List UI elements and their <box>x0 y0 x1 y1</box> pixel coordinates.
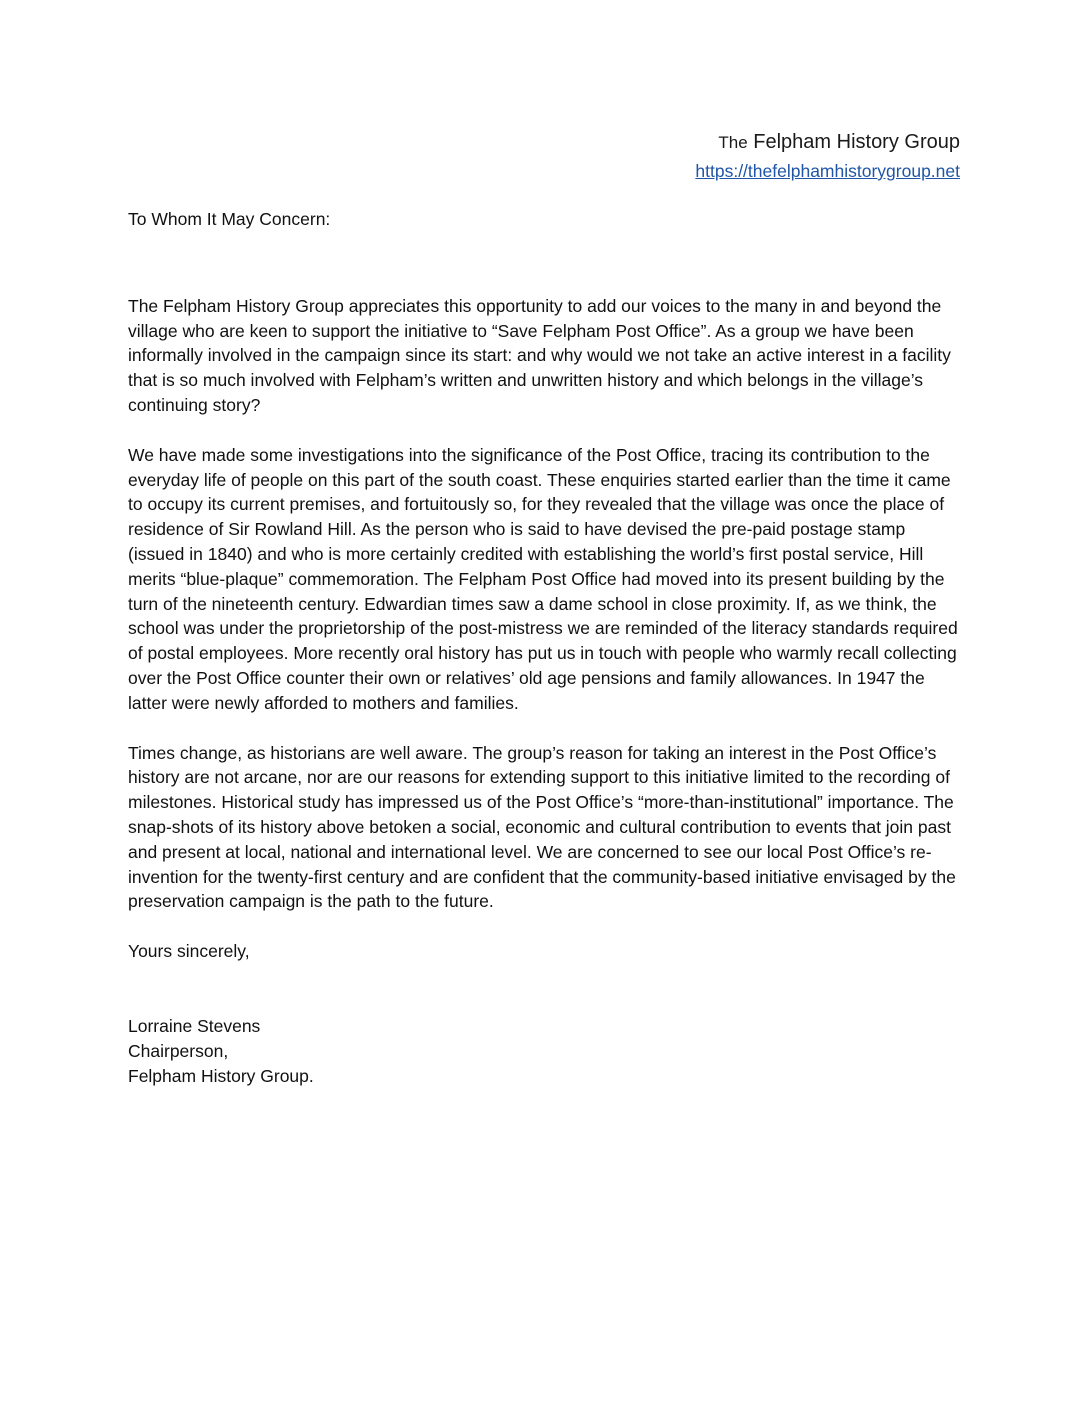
organization-prefix: The <box>718 133 748 152</box>
paragraph-3: Times change, as historians are well aware. The group’s reason for taking an interest in the Post Office’s history are not arcane, nor are our reasons for extending support to this initiative limited to the recording of milestones. Historical study has impressed us of the Post Office’s “more-than-institutional” importance. The snap-shots of its history above betoken a social, economic and cultural contribution to events that join past and present at local, national and international level. We are concerned to see our local Post Office’s re-invention for the twenty-first century and are confident that the community-based initiative envisaged by the preservation campaign is the path to the future. <box>128 742 956 912</box>
paragraph-1: The Felpham History Group appreciates this opportunity to add our voices to the many in and beyond the village who are keen to support the initiative to “Save Felpham Post Office”. As a group we have been informally involved in the campaign since its start: and why would we not take an active interest in a facility that is so much involved with Felpham’s written and unwritten history and which belongs in the village’s continuing story? <box>128 295 951 415</box>
closing: Yours sincerely, <box>128 941 250 962</box>
letter-body <box>128 207 963 1088</box>
signatory-role: Chairperson, <box>128 1040 229 1061</box>
signatory-name: Lorraine Stevens <box>128 1015 261 1036</box>
signature-block <box>128 1014 963 1088</box>
organization-title <box>695 128 960 157</box>
letterhead <box>695 128 960 183</box>
organization-name: Felpham History Group <box>753 131 960 153</box>
website-link[interactable]: https://thefelphamhistorygroup.net <box>695 161 960 181</box>
paragraph-2: We have made some investigations into the significance of the Post Office, tracing its contribution to the everyday life of people on this part of the south coast. These enquiries started earlier than the time it came to occupy its current premises, and fortuitously so, for they revealed that the village was once the place of residence of Sir Rowland Hill. As the person who is said to have devised the pre-paid postage stamp (issued in 1840) and who is more certainly credited with establishing the world’s first postal service, Hill merits “blue-plaque” commemoration. The Felpham Post Office had moved into its present building by the turn of the nineteenth century. Edwardian times saw a dame school in close proximity. If, as we think, the school was under the proprietorship of the post-mistress we are reminded of the literacy standards required of postal employees. More recently oral history has put us in touch with people who warmly recall collecting over the Post Office counter their own or relatives’ old age pensions and family allowances. In 1947 the latter were newly afforded to mothers and families. <box>128 444 958 713</box>
signatory-organization: Felpham History Group. <box>128 1065 314 1086</box>
salutation: To Whom It May Concern: <box>128 209 331 229</box>
